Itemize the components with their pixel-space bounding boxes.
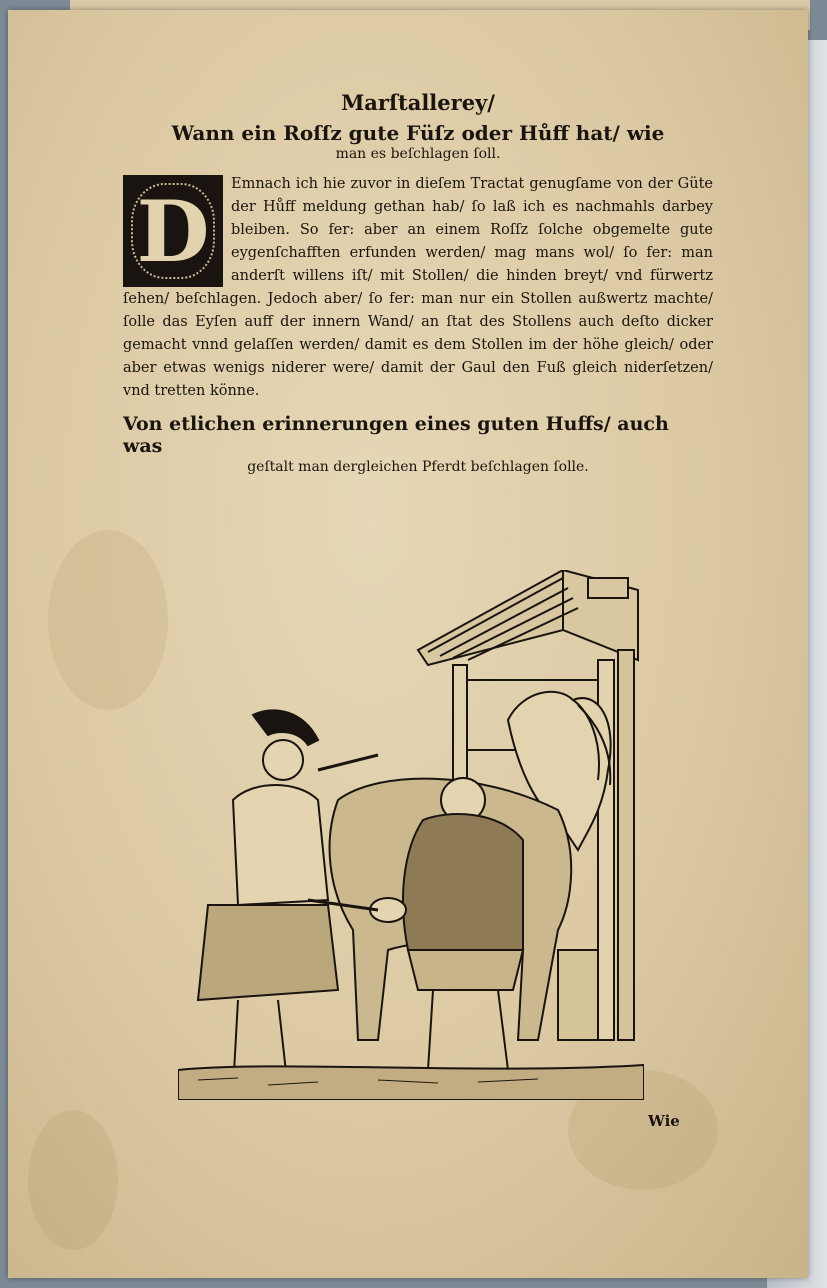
decorated-initial: D [123,175,223,287]
paper-stain [48,530,168,710]
section-heading: Wann ein Roſſz gute Füſz oder Hůff hat/ wie [171,121,665,145]
catchword: Wie [648,1112,680,1130]
chapter-title: Marſtallerey/ [341,90,495,115]
text-block [123,90,713,475]
paragraph-text: Emnach ich hie zuvor in dieſem Tractat genugſame von der Güte der Hůff meldung gethan hab/ ſo laß ich es nachmahls darbey bleiben. So fer: aber an einem Roſſz ſolche obgemelte gute eygenſchafften erfunden werden/ mag mans wol/ ſo fer: man anderſt willens iſt/ mit Stollen/ die hinden breyt/ vnd fürwertz ſehen/ beſchlagen. Jedoch aber/ ſo fer: man nur ein Stollen außwertz machte/ ſolle das Eyſen auff der innern Wand/ an ſtat des Stollens auch deſto dicker gemacht vnnd gelaſſen werden/ damit es dem Stollen im der höhe gleich/ oder aber etwas wenigs niderer were/ damit der Gaul den Fuß gleich niderſetzen/ vnd tretten könne. [123,176,713,399]
paper-stain [28,1110,118,1250]
woodcut-illustration-icon [178,570,644,1100]
body-paragraph [123,173,713,403]
section-heading-continued: man es beſchlagen ſoll. [335,146,501,162]
subheading: Von etlichen erinnerungen eines guten Huffs/ auch was [123,413,669,457]
subheading-continued: geſtalt man dergleichen Pferdt beſchlagen ſolle. [247,459,589,475]
